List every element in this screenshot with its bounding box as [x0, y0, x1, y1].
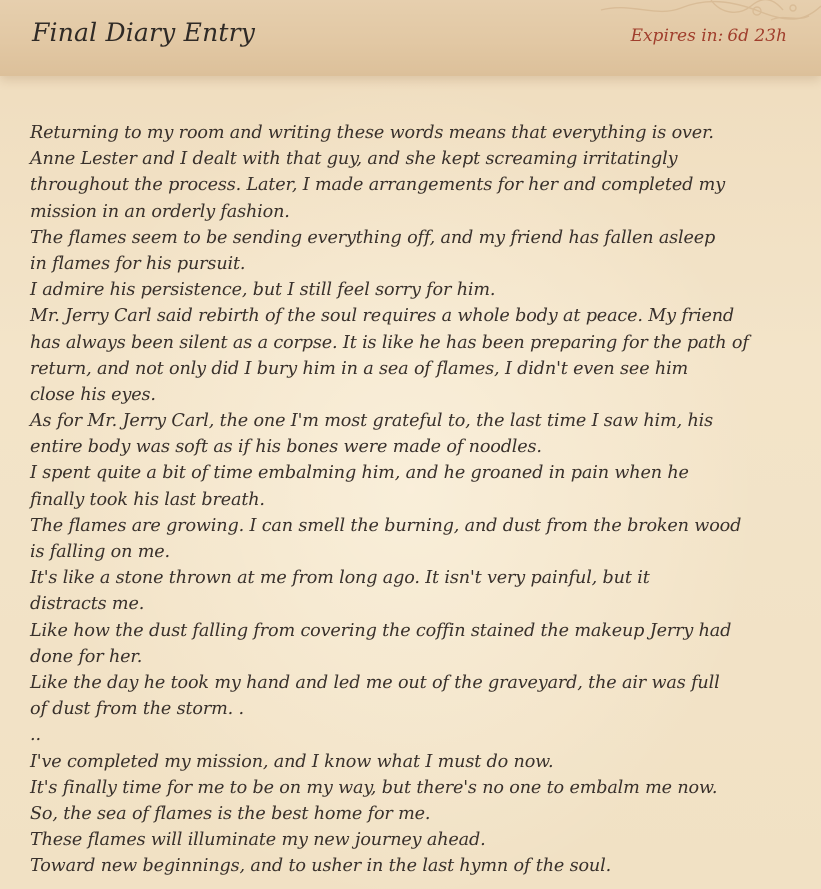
diary-line: return, and not only did I bury him in a sea of flames, I didn't even see him	[30, 358, 689, 379]
diary-line: entire body was soft as if his bones were made of noodles.	[30, 437, 542, 458]
diary-line: These flames will illuminate my new journey ahead.	[30, 830, 486, 851]
diary-line: distracts me.	[30, 594, 145, 615]
diary-line: The flames seem to be sending everything off, and my friend has fallen asleep	[30, 227, 716, 248]
diary-line: finally took his last breath.	[30, 489, 265, 510]
diary-line: ..	[30, 725, 41, 746]
diary-line: It's finally time for me to be on my way, but there's no one to embalm me now.	[30, 777, 718, 798]
diary-line: Toward new beginnings, and to usher in the last hymn of the soul.	[30, 856, 612, 877]
diary-line: As for Mr. Jerry Carl, the one I'm most grateful to, the last time I saw him, his	[30, 411, 713, 432]
diary-entry-text	[30, 120, 806, 879]
diary-line: has always been silent as a corpse. It is like he has been preparing for the path of	[30, 332, 749, 353]
diary-line: Mr. Jerry Carl said rebirth of the soul requires a whole body at peace. My friend	[30, 306, 735, 327]
diary-line: close his eyes.	[30, 384, 156, 405]
diary-line: of dust from the storm. .	[30, 699, 244, 720]
expiry-timer	[631, 26, 787, 46]
diary-line: So, the sea of flames is the best home for me.	[30, 803, 431, 824]
diary-line: Like the day he took my hand and led me out of the graveyard, the air was full	[30, 672, 720, 693]
diary-line: It's like a stone thrown at me from long ago. It isn't very painful, but it	[30, 568, 650, 589]
diary-line: mission in an orderly fashion.	[30, 201, 290, 222]
diary-line: I've completed my mission, and I know what I must do now.	[30, 751, 554, 772]
diary-line: Returning to my room and writing these words means that everything is over.	[30, 123, 714, 143]
diary-header	[0, 0, 821, 76]
diary-line: is falling on me.	[30, 542, 170, 562]
diary-line: I admire his persistence, but I still feel sorry for him.	[30, 280, 496, 301]
expiry-value: 6d 23h	[727, 26, 787, 46]
diary-line: in flames for his pursuit.	[30, 253, 246, 274]
page-title: Final Diary Entry	[32, 18, 256, 47]
diary-line: Like how the dust falling from covering the coffin stained the makeup Jerry had	[30, 620, 732, 641]
diary-line: The flames are growing. I can smell the burning, and dust from the broken wood	[30, 515, 742, 536]
expiry-label: Expires in:	[630, 26, 724, 46]
diary-line: I spent quite a bit of time embalming him, and he groaned in pain when he	[30, 463, 689, 484]
diary-line: Anne Lester and I dealt with that guy, and she kept screaming irritatingly	[30, 149, 678, 170]
diary-line: throughout the process. Later, I made arrangements for her and completed my	[30, 175, 725, 196]
diary-line: done for her.	[30, 646, 143, 667]
